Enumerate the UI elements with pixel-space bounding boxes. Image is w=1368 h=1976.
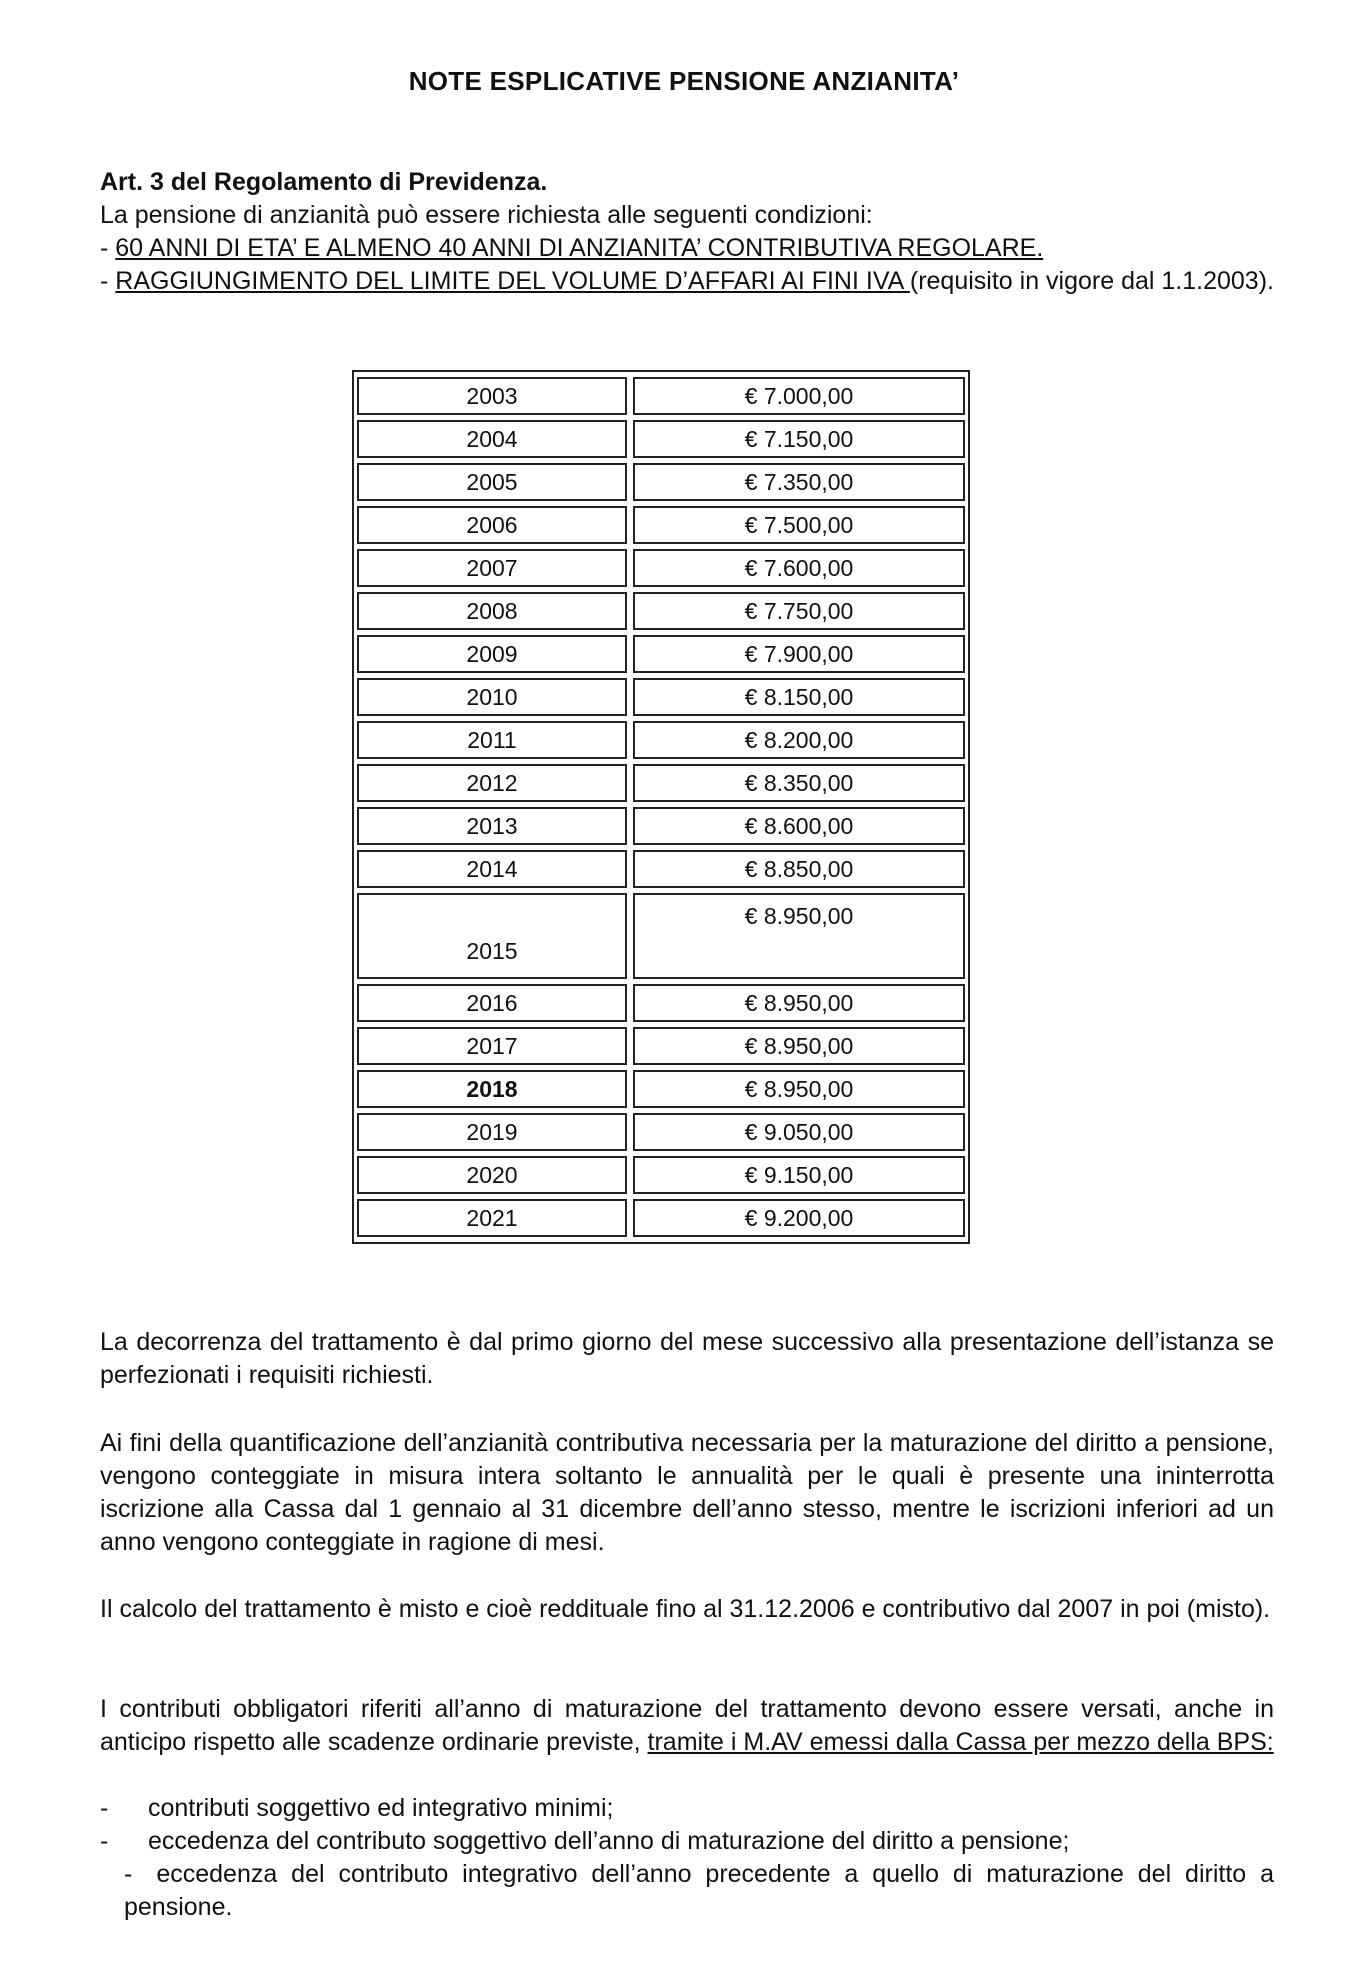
year-cell: 2013 bbox=[357, 807, 627, 845]
article-intro: La pensione di anzianità può essere richiesta alle seguenti condizioni: bbox=[100, 201, 873, 229]
amount-cell: € 8.350,00 bbox=[633, 764, 965, 802]
year-cell: 2017 bbox=[357, 1027, 627, 1065]
year-cell: 2018 bbox=[357, 1070, 627, 1108]
list-item-text: contributi soggettivo ed integrativo minimi; bbox=[148, 1794, 614, 1822]
document-title: NOTE ESPLICATIVE PENSIONE ANZIANITA’ bbox=[408, 66, 960, 96]
condition-2-underlined: RAGGIUNGIMENTO DEL LIMITE DEL VOLUME D’AFFARI AI FINI IVA bbox=[115, 267, 910, 295]
amount-cell: € 8.950,00 bbox=[633, 1027, 965, 1065]
year-cell: 2007 bbox=[357, 549, 627, 587]
table-row bbox=[357, 1113, 965, 1151]
year-cell: 2012 bbox=[357, 764, 627, 802]
dash-bullet: - bbox=[100, 1794, 109, 1822]
article-heading: Art. 3 del Regolamento di Previdenza. bbox=[100, 168, 548, 196]
table-row bbox=[357, 721, 965, 759]
table-row bbox=[357, 592, 965, 630]
table-row bbox=[357, 506, 965, 544]
amount-cell: € 8.950,00 bbox=[633, 984, 965, 1022]
dash-bullet: - bbox=[124, 1860, 133, 1888]
table-row bbox=[357, 1199, 965, 1237]
paragraph-contributi bbox=[100, 1693, 1274, 1759]
contributi-underlined: tramite i M.AV emessi dalla Cassa per mezzo della BPS: bbox=[647, 1728, 1274, 1756]
year-cell: 2004 bbox=[357, 420, 627, 458]
condition-1: - 60 ANNI DI ETA’ E ALMENO 40 ANNI DI ANZIANITA’ CONTRIBUTIVA REGOLARE. bbox=[100, 234, 1044, 262]
year-cell: 2006 bbox=[357, 506, 627, 544]
list-item bbox=[100, 1825, 1274, 1858]
year-cell: 2010 bbox=[357, 678, 627, 716]
amount-cell: € 8.850,00 bbox=[633, 850, 965, 888]
table-row bbox=[357, 764, 965, 802]
table-row bbox=[357, 377, 965, 415]
amount-cell: € 7.150,00 bbox=[633, 420, 965, 458]
table-row bbox=[357, 1070, 965, 1108]
contributi-list bbox=[100, 1792, 1274, 1924]
table-row bbox=[357, 893, 965, 979]
amount-cell: € 7.600,00 bbox=[633, 549, 965, 587]
dash-bullet: - bbox=[100, 1827, 109, 1855]
amount-cell: € 9.150,00 bbox=[633, 1156, 965, 1194]
year-cell: 2003 bbox=[357, 377, 627, 415]
amount-cell: € 7.350,00 bbox=[633, 463, 965, 501]
amount-cell: € 9.050,00 bbox=[633, 1113, 965, 1151]
year-cell: 2019 bbox=[357, 1113, 627, 1151]
year-cell: 2020 bbox=[357, 1156, 627, 1194]
contributi-intro: I contributi obbligatori riferiti all’anno di maturazione del trattamento devono essere versati, anche in anticipo rispetto alle scadenze ordinarie previste, bbox=[100, 1695, 1274, 1756]
table-row bbox=[357, 463, 965, 501]
year-cell: 2005 bbox=[357, 463, 627, 501]
paragraph-calcolo: Il calcolo del trattamento è misto e cioè reddituale fino al 31.12.2006 e contributivo dal 2007 in poi (misto). bbox=[100, 1595, 1271, 1623]
amount-cell: € 7.900,00 bbox=[633, 635, 965, 673]
table-row bbox=[357, 420, 965, 458]
paragraph-quantificazione: Ai fini della quantificazione dell’anzianità contributiva necessaria per la maturazione del diritto a pensione, vengono conteggiate in misura intera soltanto le annualità per le quali è presente una ininterrotta iscrizione alla Cassa dal 1 gennaio al 31 dicembre dell’anno stesso, mentre le iscrizioni inferiori ad un anno vengono conteggiate in ragione di mesi. bbox=[100, 1429, 1274, 1556]
volume-limits-table bbox=[352, 370, 970, 1244]
amount-cell: € 9.200,00 bbox=[633, 1199, 965, 1237]
table-row bbox=[357, 1027, 965, 1065]
paragraph-decorrenza: La decorrenza del trattamento è dal primo giorno del mese successivo alla presentazione dell’istanza se perfezionati i requisiti richiesti. bbox=[100, 1328, 1274, 1389]
condition-1-text: 60 ANNI DI ETA’ E ALMENO 40 ANNI DI ANZIANITA’ CONTRIBUTIVA REGOLARE. bbox=[115, 234, 1044, 262]
list-item-text: eccedenza del contributo soggettivo dell’anno di maturazione del diritto a pensione; bbox=[148, 1827, 1070, 1855]
table-row bbox=[357, 984, 965, 1022]
year-cell: 2016 bbox=[357, 984, 627, 1022]
table-row bbox=[357, 549, 965, 587]
list-item bbox=[100, 1858, 1274, 1924]
amount-cell: € 8.950,00 bbox=[633, 893, 965, 979]
list-item-text: eccedenza del contributo integrativo dell’anno precedente a quello di maturazione del diritto a pensione. bbox=[124, 1860, 1274, 1921]
amount-cell: € 8.600,00 bbox=[633, 807, 965, 845]
year-cell: 2009 bbox=[357, 635, 627, 673]
year-cell: 2008 bbox=[357, 592, 627, 630]
year-cell: 2021 bbox=[357, 1199, 627, 1237]
amount-cell: € 7.750,00 bbox=[633, 592, 965, 630]
amount-cell: € 8.200,00 bbox=[633, 721, 965, 759]
table-row bbox=[357, 807, 965, 845]
amount-cell: € 8.950,00 bbox=[633, 1070, 965, 1108]
amount-cell: € 7.500,00 bbox=[633, 506, 965, 544]
year-cell: 2011 bbox=[357, 721, 627, 759]
table-row bbox=[357, 1156, 965, 1194]
amount-cell: € 8.150,00 bbox=[633, 678, 965, 716]
table-row bbox=[357, 850, 965, 888]
volume-limits-body bbox=[357, 377, 965, 1237]
condition-2: - RAGGIUNGIMENTO DEL LIMITE DEL VOLUME D’AFFARI AI FINI IVA (requisito in vigore dal 1.1.2003). bbox=[100, 267, 1274, 295]
year-cell: 2014 bbox=[357, 850, 627, 888]
list-item bbox=[100, 1792, 1274, 1825]
article-section bbox=[100, 166, 1274, 298]
amount-cell: € 7.000,00 bbox=[633, 377, 965, 415]
condition-2-note: (requisito in vigore dal 1.1.2003). bbox=[909, 267, 1274, 295]
table-row bbox=[357, 678, 965, 716]
year-cell: 2015 bbox=[357, 893, 627, 979]
table-row bbox=[357, 635, 965, 673]
